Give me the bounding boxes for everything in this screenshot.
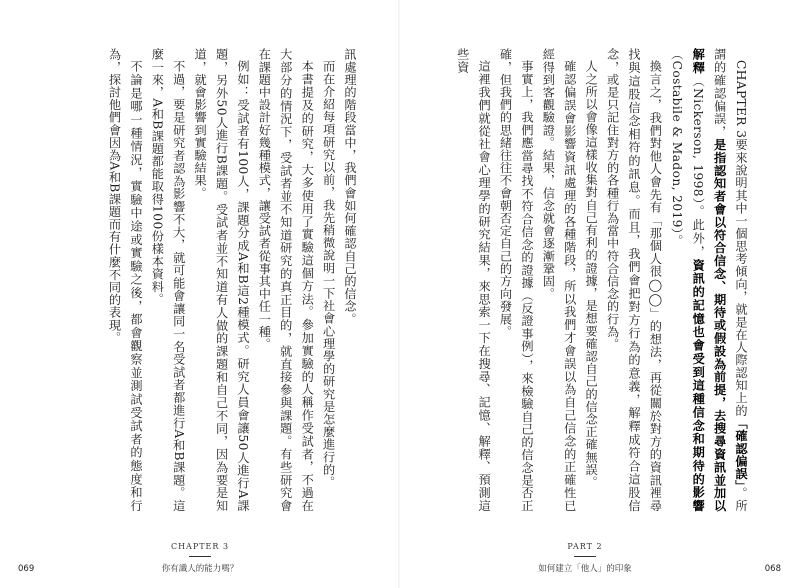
left-paragraph-3: 本書提及的研究，大多使用了實驗這個方法。參加實驗的人稱作受試者，不過在大部分的情況下，受試者並不知道研究的真正目的，就直接參與課題。有些研究會在課題中設計好幾種模式，讓受試者從事其中任一種。 — [257, 48, 315, 512]
right-paragraph-3: 人之所以會像這樣收集對自己有利的證據，是想要確認自己的信念正確無誤。 — [584, 60, 599, 489]
left-paragraph-5: 不過，要是研究者認為影響不大，就可能會讓同一名受試者都進行A和B課題。這麼一來，A和B課題都能取得100份樣本資料。 — [150, 48, 186, 512]
left-paragraph-1: 訊處理的階段當中，我們會如何確認自己的信念。 — [343, 48, 357, 326]
footer-rule — [574, 556, 596, 557]
chapter-title: 你有識人的能力嗎？ — [161, 564, 239, 574]
right-paragraph-5: 事實上，我們應當尋找不符合信念的證據（反證事例），來檢驗自己的信念是否正確，但我們的思緒往往不會朝否定自己的方向發展。 — [498, 48, 534, 512]
page-number-left: 069 — [18, 564, 35, 574]
left-paragraph-4: 例如：受試者有100人，課題分成A和B這2種模式。研究人員會讓50人進行A課題，另外50人進行B課題。受試者並不知道有人做的課題和自己不同，因為要是知道，就會影響到實驗結果。 — [193, 48, 250, 512]
chapter-label: CHAPTER 3 — [170, 542, 230, 551]
emphasis-memory: 資訊的記憶也會受到這種信念和期待的影響 — [691, 258, 706, 512]
emphasis-definition: 是指認知者會以符合信念、期待或假設為前提，去搜尋資訊並加以解釋 — [691, 48, 727, 512]
left-paragraph-6: 不論是哪一種情況，實驗中途或實驗之後，都會觀察並測試受試者的態度和行為，探討他們會因為A和B課題而有什麼不同的表現。 — [107, 48, 143, 512]
emphasis-confirmation-bias: 「確認偏誤」 — [734, 416, 748, 487]
right-page-text-column — [413, 48, 751, 512]
right-paragraph-2: 換言之，我們對他人會先有「那個人很◯◯」的想法，再從關於對方的資訊裡尋找與這股信念相符的訊息。而且，我們會把對方行為的意義，解釋成符合這股信念，或是只記住對方的各種行為當中符合信念的行為。 — [605, 48, 663, 512]
right-paragraph-1: CHAPTER 3要來說明其中一個思考傾向，就是在人際認知上的「確認偏誤」。所謂的確認偏誤，是指認知者會以符合信念、期待或假設為前提，去搜尋資訊並加以解釋（Nickerson, 1998）。此外，資訊的記憶也會受到這種信念和期待的影響（Costabile & Madon, 2019）。 — [669, 48, 748, 512]
part-label: PART 2 — [567, 542, 603, 551]
left-paragraph-2: 而在介紹每項研究以前，我先稍微說明一下社會心理學的研究是怎麼進行的。 — [321, 60, 336, 489]
page-number-right: 068 — [764, 564, 781, 574]
right-paragraph-4: 確認偏誤會影響資訊處理的各種階段，所以我們才會誤以為自己信念的正確性已經得到客觀驗證。結果，信念就會逐漸鞏固。 — [541, 48, 577, 512]
right-running-footer — [485, 542, 685, 574]
part-title: 如何建立「他人」的印象 — [538, 564, 632, 574]
right-paragraph-6: 這裡我們就從社會心理學的研究結果，來思索一下在搜尋、記憶、解釋、預測這些資 — [455, 48, 492, 512]
